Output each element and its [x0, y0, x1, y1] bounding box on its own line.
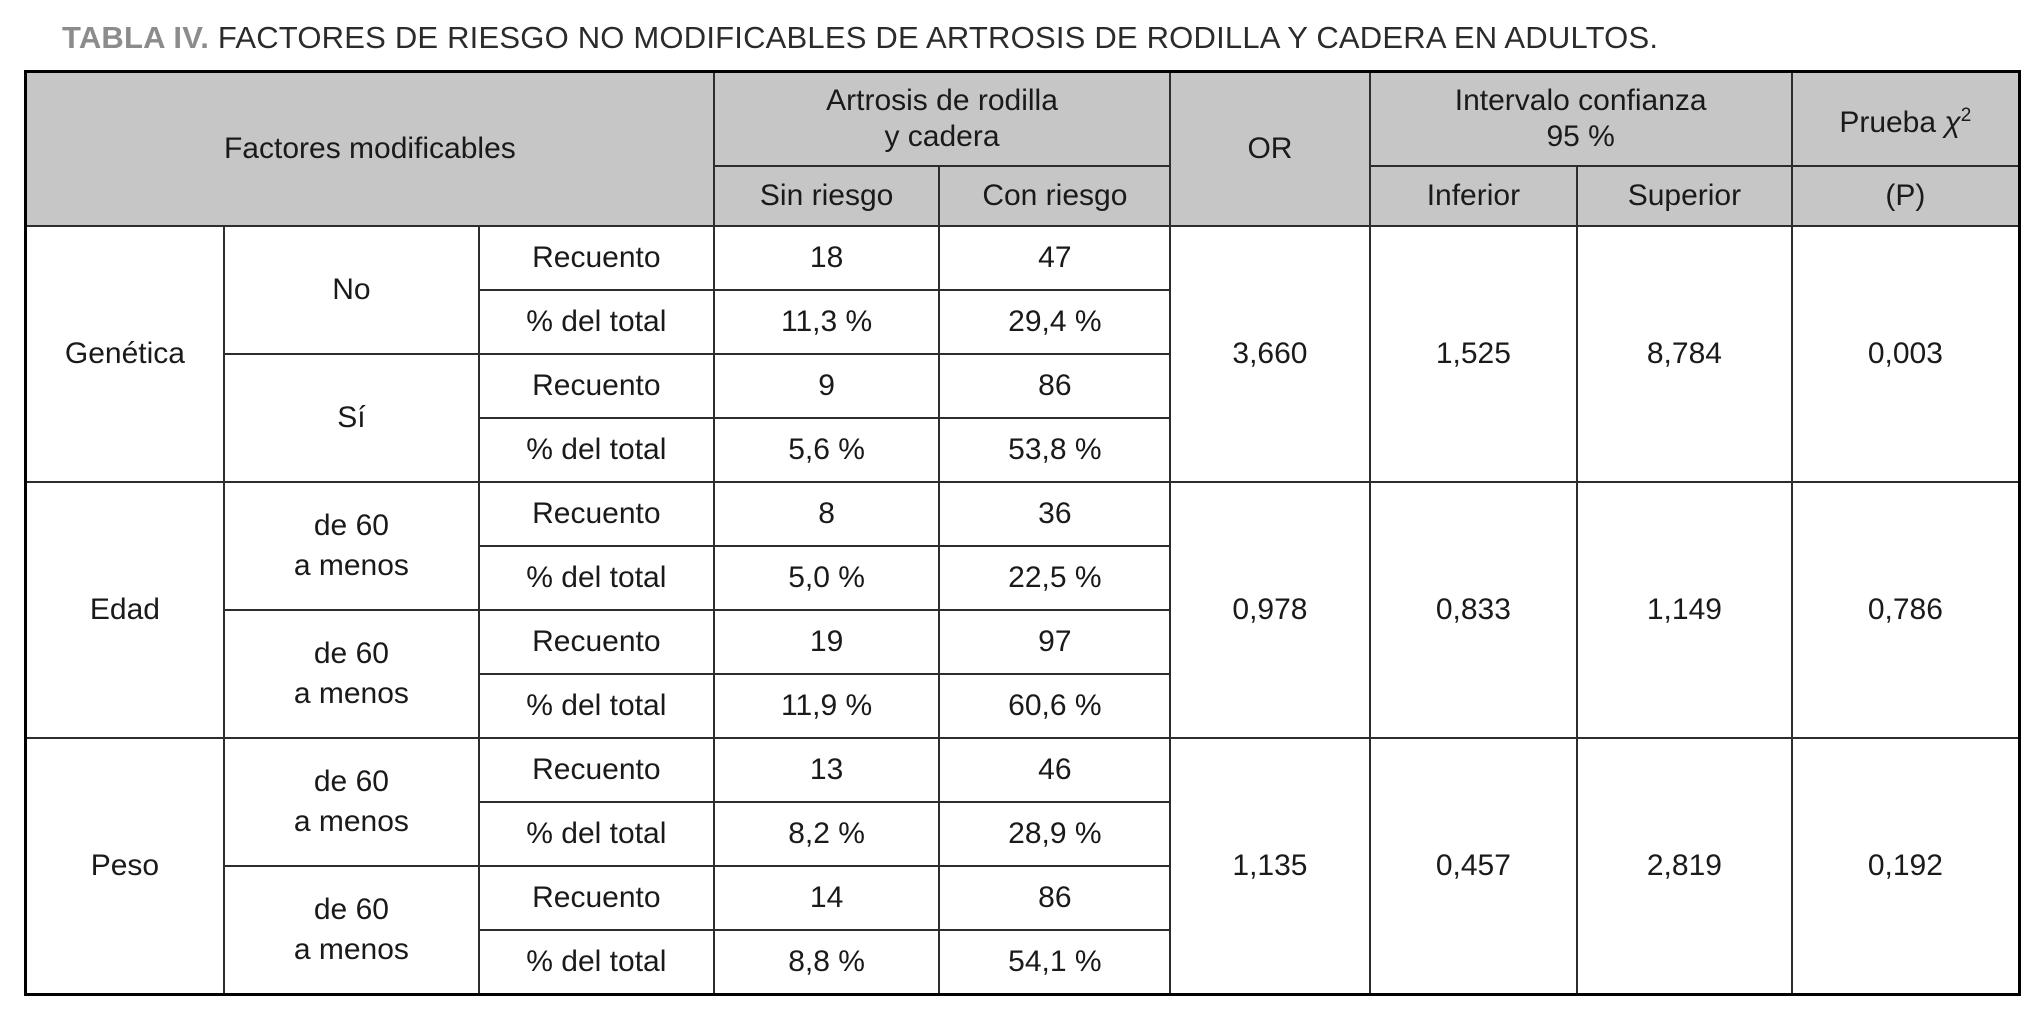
no-risk-value: 8	[714, 482, 940, 546]
level-cell	[224, 354, 479, 482]
factor-cell: Edad	[26, 482, 224, 738]
level-label-line2: a menos	[293, 677, 409, 710]
risk-value: 53,8 %	[939, 418, 1170, 482]
header-artrosis-line1: Artrosis de rodilla	[826, 84, 1058, 117]
metric-cell: % del total	[479, 802, 714, 866]
no-risk-value: 13	[714, 738, 940, 802]
table-header	[26, 72, 2020, 227]
no-risk-value: 5,0 %	[714, 546, 940, 610]
no-risk-value: 9	[714, 354, 940, 418]
table-row	[26, 226, 2020, 290]
risk-value: 47	[939, 226, 1170, 290]
level-label-line2: a menos	[293, 805, 409, 838]
risk-value: 86	[939, 354, 1170, 418]
table-row	[26, 482, 2020, 546]
factor-cell: Genética	[26, 226, 224, 482]
metric-cell: Recuento	[479, 226, 714, 290]
header-artrosis-line2: y cadera	[884, 120, 1000, 153]
header-superior: Superior	[1577, 166, 1792, 226]
table-caption	[62, 18, 2015, 58]
risk-value: 54,1 %	[939, 930, 1170, 995]
metric-cell: Recuento	[479, 866, 714, 930]
header-chi-exponent: 2	[1960, 104, 1972, 126]
risk-value: 36	[939, 482, 1170, 546]
factor-cell: Peso	[26, 738, 224, 995]
level-label-line1: de 60	[313, 765, 389, 798]
metric-cell: Recuento	[479, 354, 714, 418]
header-intervalo-confianza	[1370, 72, 1792, 167]
header-prueba-chi	[1792, 72, 2020, 167]
risk-factors-table	[24, 70, 2021, 996]
no-risk-value: 11,9 %	[714, 674, 940, 738]
risk-value: 29,4 %	[939, 290, 1170, 354]
no-risk-value: 5,6 %	[714, 418, 940, 482]
header-ci-line2: 95 %	[1546, 120, 1615, 153]
level-label-line1: de 60	[313, 509, 389, 542]
ci-lower-value: 0,457	[1370, 738, 1577, 995]
p-value-cell: 0,003	[1792, 226, 2020, 482]
risk-value: 28,9 %	[939, 802, 1170, 866]
ci-lower-value: 1,525	[1370, 226, 1577, 482]
header-factores-modificables: Factores modificables	[26, 72, 714, 227]
no-risk-value: 8,8 %	[714, 930, 940, 995]
no-risk-value: 11,3 %	[714, 290, 940, 354]
p-value-cell: 0,192	[1792, 738, 2020, 995]
ci-upper-value: 1,149	[1577, 482, 1792, 738]
level-label-line1: de 60	[313, 893, 389, 926]
or-value: 0,978	[1170, 482, 1369, 738]
header-prueba-label: Prueba	[1839, 105, 1937, 139]
header-inferior: Inferior	[1370, 166, 1577, 226]
or-value: 1,135	[1170, 738, 1369, 995]
header-or: OR	[1170, 72, 1369, 227]
ci-upper-value: 2,819	[1577, 738, 1792, 995]
level-cell	[224, 226, 479, 354]
level-label-line2: a menos	[293, 549, 409, 582]
level-cell	[224, 866, 479, 995]
header-artrosis	[714, 72, 1170, 167]
no-risk-value: 8,2 %	[714, 802, 940, 866]
no-risk-value: 18	[714, 226, 940, 290]
level-label-line2: a menos	[293, 933, 409, 966]
header-sin-riesgo: Sin riesgo	[714, 166, 940, 226]
risk-value: 22,5 %	[939, 546, 1170, 610]
ci-lower-value: 0,833	[1370, 482, 1577, 738]
no-risk-value: 14	[714, 866, 940, 930]
risk-value: 46	[939, 738, 1170, 802]
header-ci-line1: Intervalo confianza	[1454, 84, 1707, 117]
no-risk-value: 19	[714, 610, 940, 674]
metric-cell: % del total	[479, 546, 714, 610]
level-label-line1: de 60	[313, 637, 389, 670]
level-label-line1: Sí	[337, 401, 366, 434]
metric-cell: % del total	[479, 930, 714, 995]
ci-upper-value: 8,784	[1577, 226, 1792, 482]
or-value: 3,660	[1170, 226, 1369, 482]
metric-cell: % del total	[479, 290, 714, 354]
level-cell	[224, 610, 479, 738]
header-con-riesgo: Con riesgo	[939, 166, 1170, 226]
table-caption-text: FACTORES DE RIESGO NO MODIFICABLES DE ARTROSIS DE RODILLA Y CADERA EN ADULTOS.	[217, 20, 1659, 55]
p-value-cell: 0,786	[1792, 482, 2020, 738]
level-label-line1: No	[332, 273, 371, 306]
metric-cell: % del total	[479, 418, 714, 482]
metric-cell: % del total	[479, 674, 714, 738]
level-cell	[224, 738, 479, 866]
risk-value: 86	[939, 866, 1170, 930]
risk-value: 97	[939, 610, 1170, 674]
table-header-row-1	[26, 72, 2020, 167]
metric-cell: Recuento	[479, 738, 714, 802]
metric-cell: Recuento	[479, 482, 714, 546]
table-row	[26, 738, 2020, 802]
metric-cell: Recuento	[479, 610, 714, 674]
table-body	[26, 226, 2020, 995]
level-cell	[224, 482, 479, 610]
risk-value: 60,6 %	[939, 674, 1170, 738]
header-chi-symbol: χ	[1944, 105, 1961, 139]
header-p-value: (P)	[1792, 166, 2020, 226]
table-caption-label: TABLA IV.	[62, 20, 210, 55]
